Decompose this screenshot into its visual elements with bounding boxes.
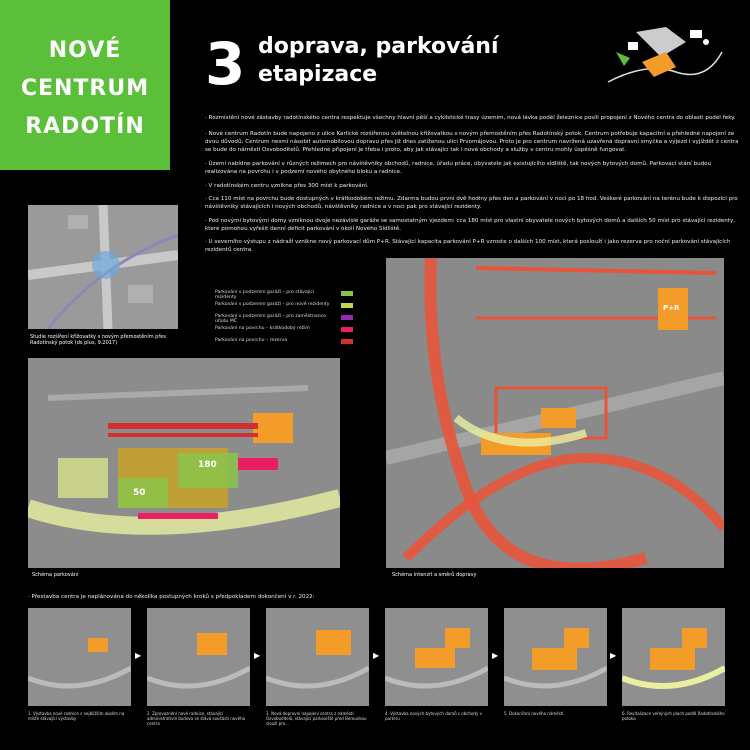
staging-intro: · Přestavba centra je naplánována do několika postupných kroků s předpokladem dokončení v r. 2022:: [28, 594, 315, 600]
stage-tile-4: [385, 608, 488, 706]
parking-count-50: 50: [133, 488, 146, 498]
brand-line-3: RADOTÍN: [25, 114, 145, 139]
paragraph-2: · Nové centrum Radotín bude napojeno z ulice Karlické rozšířenou světelnou křižovatkou s novým přemostěním přes Radotínský potok. Centrum potřebuje kapacitní a přehledné napojení ze dvou důvodů: Centrum nesmí násobit automobilovou dopravu přes již dnes zatíženou ulici Prvomájovou. Proto je pro centrum navržená uzavřená dopravní smyčka a výjezd i vyjíždět z centra se bude do náměstí Osvoboditelů. Přehledné připojení je třeba i proto, aby jak stávající tak i nové obchody a služby v centru mohly úspěšně fungovat.: [205, 131, 739, 153]
brand-block: [0, 0, 170, 170]
stage-caption-5: 5. Dokončení nového náměstí: [504, 711, 564, 716]
paragraph-6: · Pod novými bytovými domy vzniknou dvoje nezávislé garáže se samostatným vjezdem: cca 180 míst pro vlastní obyvatele nových bytových domů a dalších 50 míst pro stávající rezidenty, které pomohou vyřešit denní deficit parkování v okolí Nového Sídliště.: [205, 218, 736, 232]
crossing-caption: Studie rozšíření křižovatky s novým přemostěním přes Radotínský potok (ds plus, 9.2017): [30, 334, 166, 346]
parking-count-180: 180: [198, 460, 217, 470]
legend-swatch-2: [341, 303, 353, 308]
paragraph-3: · Území nabídne parkování v různých režimech pro návštěvníky obchodů, radnice, úřadu práce, obyvatele jak existujícího sídliště, tak nových bytových domů. Parkovací stání budou realizována na povrchu i v podzemí nového obytného bloku a radnice.: [205, 161, 712, 175]
stage-caption-6: 6. Revitalizace veřejných ploch podél Radotínského potoka: [622, 711, 725, 721]
legend-swatch-4: [341, 327, 353, 332]
traffic-scheme-map: [386, 258, 724, 568]
stage-caption-1: 1. Výstavba nové radnice s nejbližším okolím na místě stávající výstavby: [28, 711, 125, 721]
legend-item-2: Parkování v podzemní garáži – pro nové rezidenty: [215, 302, 330, 307]
traffic-caption: Schéma intenzit a směrů dopravy: [392, 572, 477, 578]
section-title-line1: doprava, parkování: [258, 34, 499, 59]
stage-caption-2: 2. Zprovoznění nové radnice, stávající administrativní budova se stává součástí nového centra: [147, 711, 246, 726]
stage-tile-5: [504, 608, 607, 706]
brand-line-1: NOVÉ: [48, 38, 122, 63]
parking-caption: Schéma parkování: [32, 572, 79, 578]
stage-arrow-3: ▶: [373, 651, 380, 660]
section-title-line2: etapizace: [258, 62, 378, 87]
stage-tile-1: [28, 608, 131, 706]
legend-item-5: Parkování na povrchu – rezerva: [215, 338, 288, 343]
stage-arrow-5: ▶: [610, 651, 617, 660]
legend-item-1: Parkování v podzemní garáži – pro stávající rezidenty: [215, 290, 315, 300]
section-number: 3: [205, 30, 246, 98]
parking-legend: [215, 290, 355, 352]
paragraph-1: · Rozmístění nové zástavby radotínského centra respektuje všechny hlavní pěší a cyklistické trasy územím, nová lávka podél železnice posílí propojení z Nového centra do oblasti podél řeky.: [205, 115, 736, 121]
stage-arrow-2: ▶: [254, 651, 261, 660]
stage-arrow-4: ▶: [492, 651, 499, 660]
stage-caption-3: 3. Nová dopravní napojení centra z náměstí Osvoboditelů, stávající parkoviště před Berounkou slouží pro...: [266, 711, 367, 726]
parking-scheme-map: [28, 358, 340, 568]
legend-swatch-5: [341, 339, 353, 344]
stage-tile-6: [622, 608, 725, 706]
legend-item-4: Parkování na povrchu – krátkodobý režim: [215, 326, 310, 331]
pr-label: P+R: [663, 304, 680, 312]
stage-tile-3: [266, 608, 369, 706]
legend-swatch-1: [341, 291, 353, 296]
paragraph-7: · U severního výstupu z nádraží vznikne nový parkovací dům P+R. Stávající kapacita parkování P+R vzroste o dalších 100 míst, která poslouží i jako rezerva pro noční parkování stávajících rezidentů centra.: [205, 239, 731, 253]
stage-tile-2: [147, 608, 250, 706]
legend-swatch-3: [341, 315, 353, 320]
stage-caption-4: 4. Výstavba nových bytových domů s obchody v parteru: [385, 711, 482, 721]
crossing-map: [28, 205, 178, 329]
stage-arrow-1: ▶: [135, 651, 142, 660]
paragraph-4: · V radotínském centru vznikne přes 300 míst k parkování.: [205, 183, 369, 189]
legend-item-3: Parkování v podzemní garáži – pro zaměstnance úřadu MČ: [215, 314, 326, 324]
key-map: [606, 22, 724, 90]
brand-line-2: CENTRUM: [20, 76, 150, 101]
paragraph-5: · Cca 110 míst na povrchu bude dostupných v krátkodobém režimu. Zdarma budou první dvě hodiny přes den a parkování v noci po 18 hod. Veškeré parkování na terénu bude k dispozici pro návštěvníky stávajících i nových obchodů, návštěvníky radnice a v noci pak pro stávající rezidenty.: [205, 196, 738, 210]
